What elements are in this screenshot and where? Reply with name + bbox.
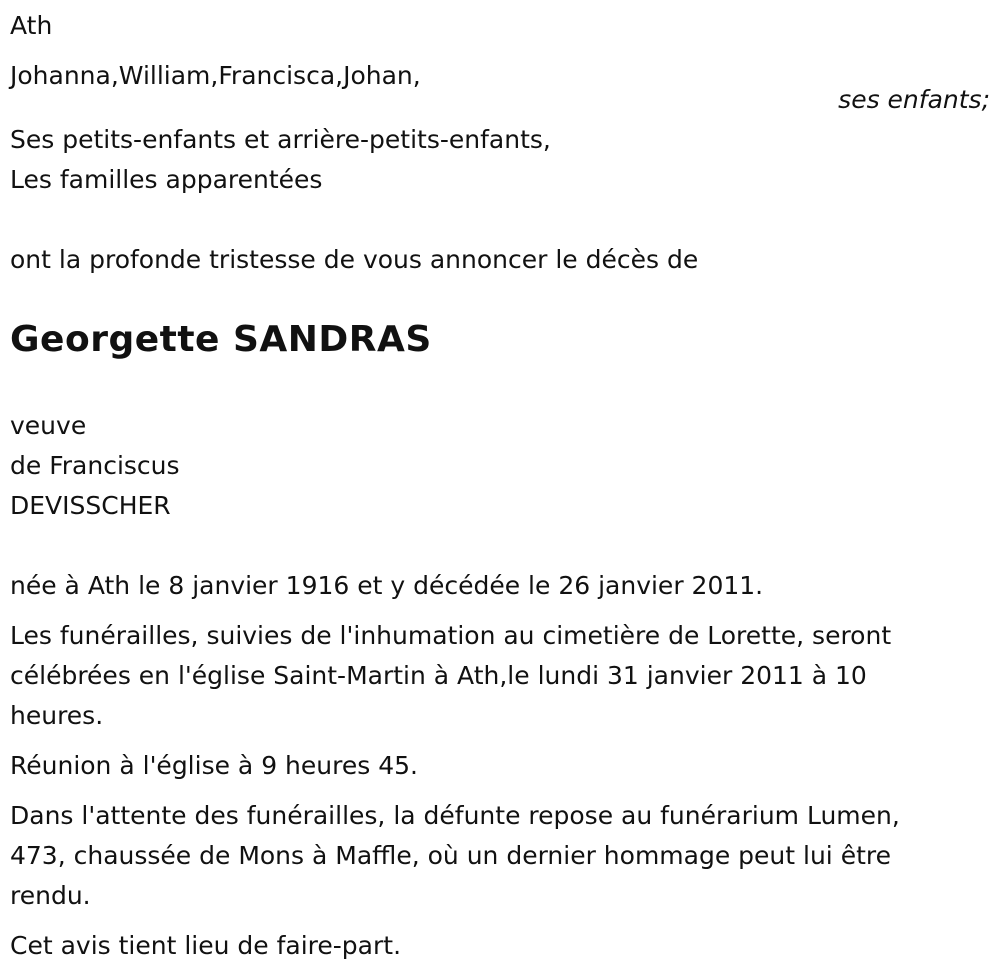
obituary-notice <box>10 6 990 966</box>
children-relation: ses enfants; <box>838 85 990 114</box>
deceased-name: Georgette SANDRAS <box>10 319 432 360</box>
birth-death-line: née à Ath le 8 janvier 1916 et y décédée le 26 janvier 2011. <box>10 571 764 600</box>
city-heading: Ath <box>10 11 53 40</box>
announcement-text: ont la profonde tristesse de vous annoncer le décès de <box>10 245 699 274</box>
meeting-line: Réunion à l'église à 9 heures 45. <box>10 751 418 780</box>
spouse-line-surname: DEVISSCHER <box>10 491 171 520</box>
repose-line: Dans l'attente des funérailles, la défunte repose au funérarium Lumen, <box>10 801 900 830</box>
funeral-line: célébrées en l'église Saint-Martin à Ath,le lundi 31 janvier 2011 à 10 <box>10 661 867 690</box>
repose-line: 473, chaussée de Mons à Maffle, où un dernier hommage peut lui être <box>10 841 891 870</box>
funeral-line: Les funérailles, suivies de l'inhumation au cimetière de Lorette, seront <box>10 621 892 650</box>
notice-line: Cet avis tient lieu de faire-part. <box>10 931 402 960</box>
relatives-line: Les familles apparentées <box>10 165 323 194</box>
funeral-line: heures. <box>10 701 104 730</box>
funeral-paragraph <box>10 616 990 736</box>
spouse-line-firstname: de Franciscus <box>10 451 180 480</box>
repose-paragraph <box>10 796 990 916</box>
grandchildren-line: Ses petits-enfants et arrière-petits-enfants, <box>10 125 551 154</box>
spouse-line-widow: veuve <box>10 411 87 440</box>
repose-line: rendu. <box>10 881 91 910</box>
children-names: Johanna,William,Francisca,Johan, <box>10 61 421 90</box>
